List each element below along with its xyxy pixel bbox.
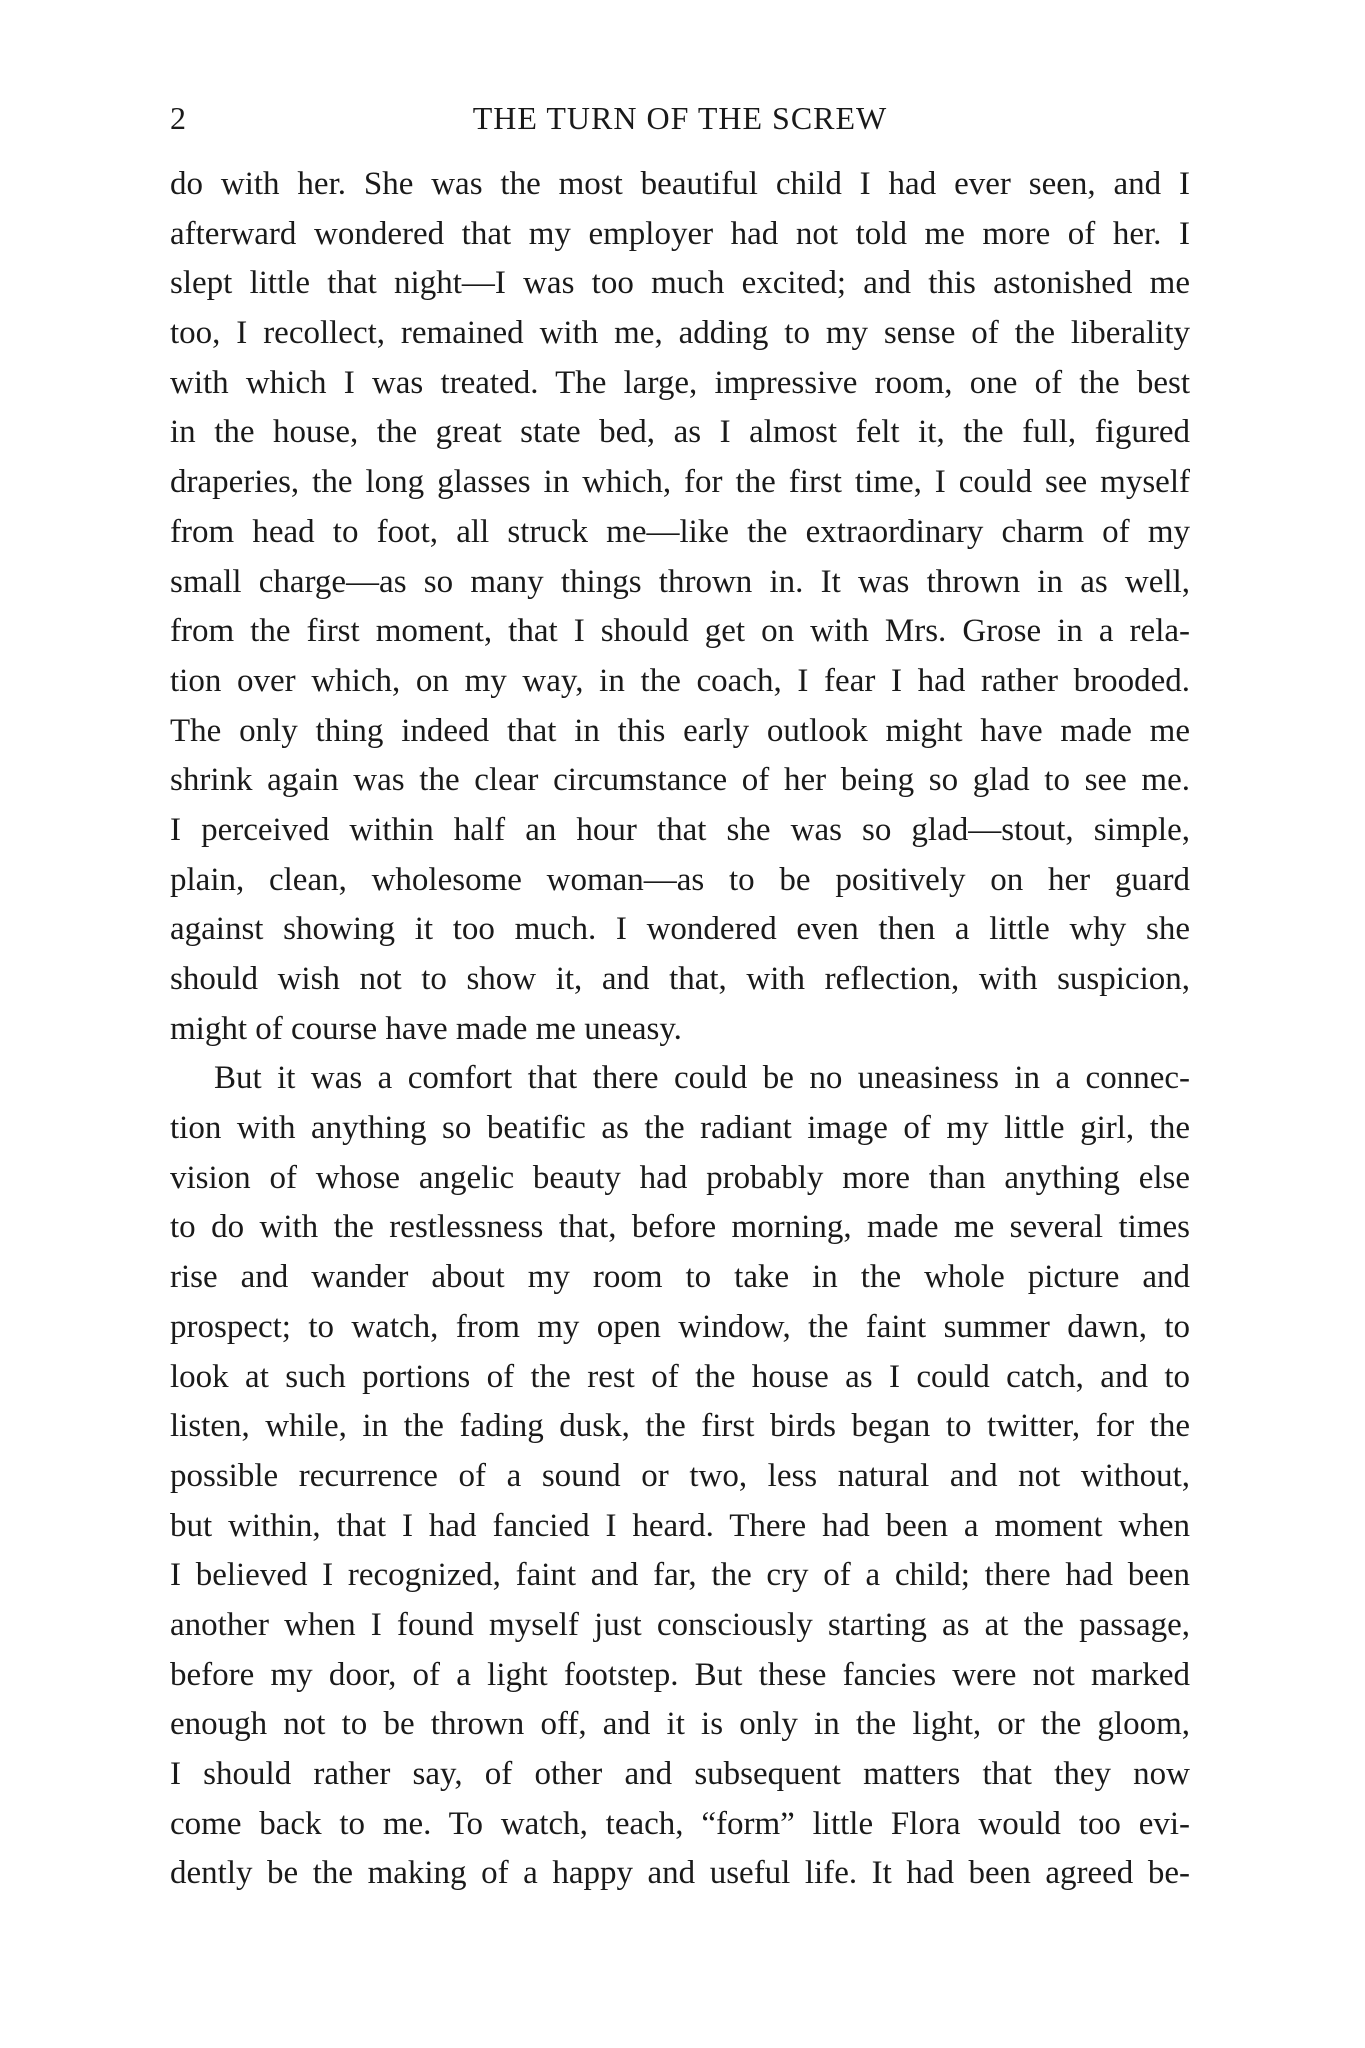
running-head: [170, 96, 1190, 140]
text-line: I should rather say, of other and subsequent matters that they now: [170, 1756, 1190, 1792]
text-line: I believed I recognized, faint and far, the cry of a child; there had been: [170, 1557, 1190, 1594]
text-line: in the house, the great state bed, as I almost felt it, the full, figured: [170, 414, 1190, 451]
text-line: from head to foot, all struck me—like the extraordinary charm of my: [170, 513, 1190, 550]
running-title: THE TURN OF THE SCREW: [472, 100, 888, 136]
text-line: tion with anything so beatific as the radiant image of my little girl, the: [170, 1110, 1190, 1147]
text-line: to do with the restlessness that, before morning, made me several times: [170, 1209, 1190, 1246]
text-line: with which I was treated. The large, impressive room, one of the best: [170, 364, 1190, 401]
text-line: afterward wondered that my employer had not told me more of her. I: [170, 215, 1190, 252]
text-line: dently be the making of a happy and useful life. It had been agreed be-: [170, 1855, 1190, 1892]
text-line: but within, that I had fancied I heard. There had been a moment when: [170, 1507, 1190, 1544]
text-line: too, I recollect, remained with me, adding to my sense of the liberality: [170, 315, 1190, 352]
text-line: tion over which, on my way, in the coach, I fear I had rather brooded.: [170, 662, 1190, 699]
text-line: slept little that night—I was too much excited; and this astonished me: [170, 265, 1190, 302]
text-line: before my door, of a light footstep. But these fancies were not marked: [170, 1656, 1190, 1693]
text-line-paragraph-end: might of course have made me uneasy.: [170, 1010, 682, 1047]
body-text: [170, 160, 1190, 1899]
text-line: small charge—as so many things thrown in. It was thrown in as well,: [170, 563, 1190, 600]
text-line: should wish not to show it, and that, with reflection, with suspicion,: [170, 961, 1190, 997]
text-line: vision of whose angelic beauty had probably more than anything else: [170, 1159, 1190, 1196]
text-line: shrink again was the clear circumstance of her being so glad to see me.: [170, 762, 1190, 799]
text-line: from the first moment, that I should get on with Mrs. Grose in a rela-: [170, 613, 1190, 650]
text-line: do with her. She was the most beautiful child I had ever seen, and I: [170, 166, 1190, 202]
text-line: against showing it too much. I wondered even then a little why she: [170, 911, 1190, 948]
text-line: The only thing indeed that in this early outlook might have made me: [170, 712, 1190, 749]
text-line: possible recurrence of a sound or two, less natural and not without,: [170, 1457, 1190, 1494]
text-line: enough not to be thrown off, and it is only in the light, or the gloom,: [170, 1706, 1190, 1743]
text-line: I perceived within half an hour that she was so glad—stout, simple,: [170, 811, 1190, 848]
text-line: listen, while, in the fading dusk, the first birds began to twitter, for the: [170, 1408, 1190, 1445]
text-line: plain, clean, wholesome woman—as to be positively on her guard: [170, 861, 1190, 898]
text-line-paragraph-start: But it was a comfort that there could be no uneasiness in a connec-: [214, 1060, 1190, 1097]
text-line: look at such portions of the rest of the house as I could catch, and to: [170, 1358, 1190, 1395]
text-line: come back to me. To watch, teach, “form” little Flora would too evi-: [170, 1805, 1190, 1842]
text-line: another when I found myself just consciously starting as at the passage,: [170, 1606, 1190, 1643]
text-line: draperies, the long glasses in which, for the first time, I could see myself: [170, 464, 1190, 501]
page-number: 2: [170, 100, 186, 136]
text-line: rise and wander about my room to take in the whole picture and: [170, 1259, 1190, 1296]
text-line: prospect; to watch, from my open window, the faint summer dawn, to: [170, 1308, 1190, 1345]
